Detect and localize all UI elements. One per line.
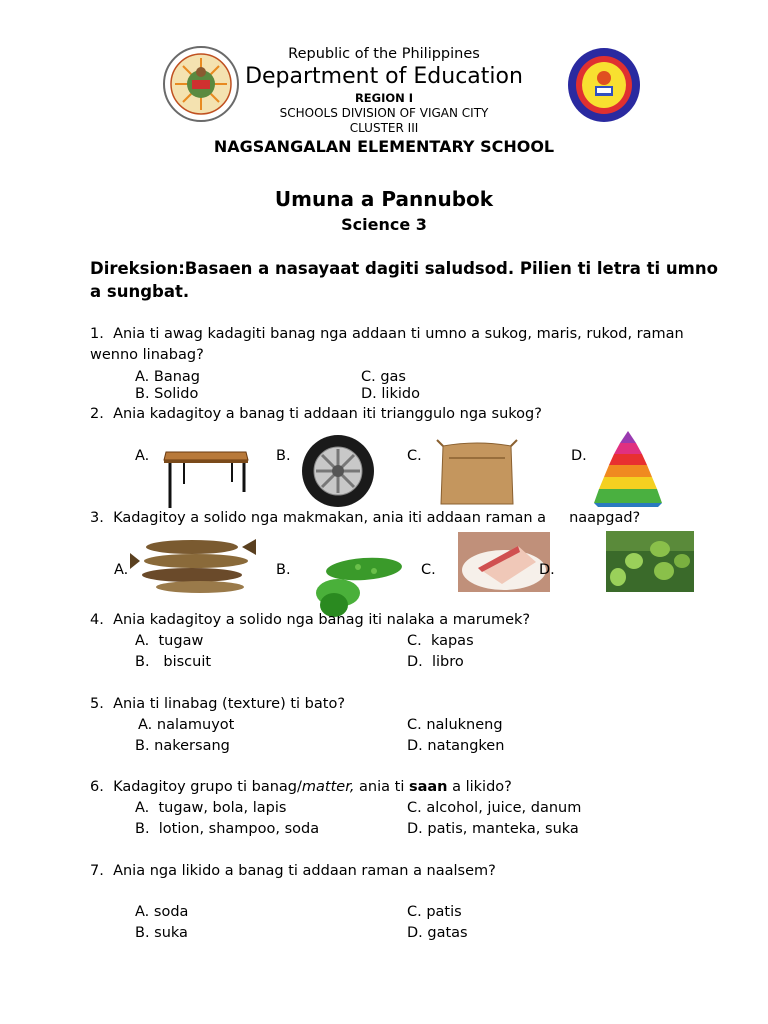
choice-2d-letter[interactable]: D. (571, 448, 587, 464)
choice-2b-letter[interactable]: B. (276, 448, 291, 464)
question-text: Ania ti awag kadagiti banag nga addaan ti umno a sukog, maris, rukod, raman wenno linabag? (90, 326, 684, 363)
choice-4a[interactable]: A. tugaw (135, 633, 204, 649)
choice-3a-letter[interactable]: A. (114, 562, 129, 578)
choice-4c[interactable]: C. kapas (407, 633, 474, 649)
choice-3b-letter[interactable]: B. (276, 562, 291, 578)
tire-image[interactable] (300, 433, 376, 509)
question-7: 7. Ania nga likido a banag ti addaan raman a naalsem? (90, 863, 496, 879)
question-5: 5. Ania ti linabag (texture) ti bato? (90, 696, 346, 712)
choice-6b[interactable]: B. lotion, shampoo, soda (135, 821, 320, 837)
question-number: 1. (90, 326, 104, 342)
table-image[interactable] (160, 440, 252, 512)
choice-4d[interactable]: D. libro (407, 654, 464, 670)
choice-5b[interactable]: B. nakersang (135, 738, 230, 754)
department-title: Department of Education (245, 64, 523, 89)
choice-6d[interactable]: D. patis, manteka, suka (407, 821, 579, 837)
bitter-gourd-image[interactable] (298, 543, 406, 619)
republic-text: Republic of the Philippines (288, 46, 480, 62)
choice-6a[interactable]: A. tugaw, bola, lapis (135, 800, 287, 816)
school-name: NAGSANGALAN ELEMENTARY SCHOOL (213, 137, 555, 156)
exam-title: Umuna a Pannubok (274, 187, 494, 211)
question-1 (90, 324, 720, 366)
directions-text: Direksion:Basaen a nasayaat dagiti saludsod. Pilien ti letra ti umno a sungbat. (90, 259, 718, 301)
question-4: 4. Ania kadagitoy a solido nga banag iti nalaka a marumek? (90, 612, 531, 628)
choice-6c[interactable]: C. alcohol, juice, danum (407, 800, 582, 816)
choice-7d[interactable]: D. gatas (407, 925, 468, 941)
choice-4b[interactable]: B. biscuit (135, 654, 212, 670)
choice-7c[interactable]: C. patis (407, 904, 462, 920)
fish-image[interactable] (130, 533, 260, 595)
choice-5d[interactable]: D. natangken (407, 738, 505, 754)
choice-7b[interactable]: B. suka (135, 925, 188, 941)
choice-1d[interactable]: D. likido (361, 386, 420, 402)
exam-subject: Science 3 (341, 215, 427, 234)
division-text: SCHOOLS DIVISION OF VIGAN CITY (279, 106, 489, 120)
choice-5c[interactable]: C. nalukneng (407, 717, 503, 733)
question-6: 6. Kadagitoy grupo ti banag/matter, ania ti saan a likido? (90, 779, 512, 795)
cluster-text: CLUSTER III (349, 121, 419, 135)
question-3: 3. Kadagitoy a solido nga makmakan, ania iti addaan raman a naapgad? (90, 510, 641, 526)
choice-2a-letter[interactable]: A. (135, 448, 150, 464)
bag-image[interactable] (435, 436, 519, 508)
mango-image[interactable] (606, 531, 694, 592)
choice-5a[interactable]: A. nalamuyot (138, 717, 235, 733)
choice-7a[interactable]: A. soda (135, 904, 189, 920)
cake-image[interactable] (458, 532, 550, 592)
choice-1c[interactable]: C. gas (361, 369, 406, 385)
choice-2c-letter[interactable]: C. (407, 448, 422, 464)
region-text: REGION I (354, 91, 414, 105)
choice-3d-letter[interactable]: D. (539, 562, 555, 578)
choice-1a[interactable]: A. Banag (135, 369, 201, 385)
choice-3c-letter[interactable]: C. (421, 562, 436, 578)
choice-1b[interactable]: B. Solido (135, 386, 199, 402)
question-2: 2. Ania kadagitoy a banag ti addaan iti trianggulo nga sukog? (90, 406, 542, 422)
pyramid-image[interactable] (592, 427, 664, 509)
